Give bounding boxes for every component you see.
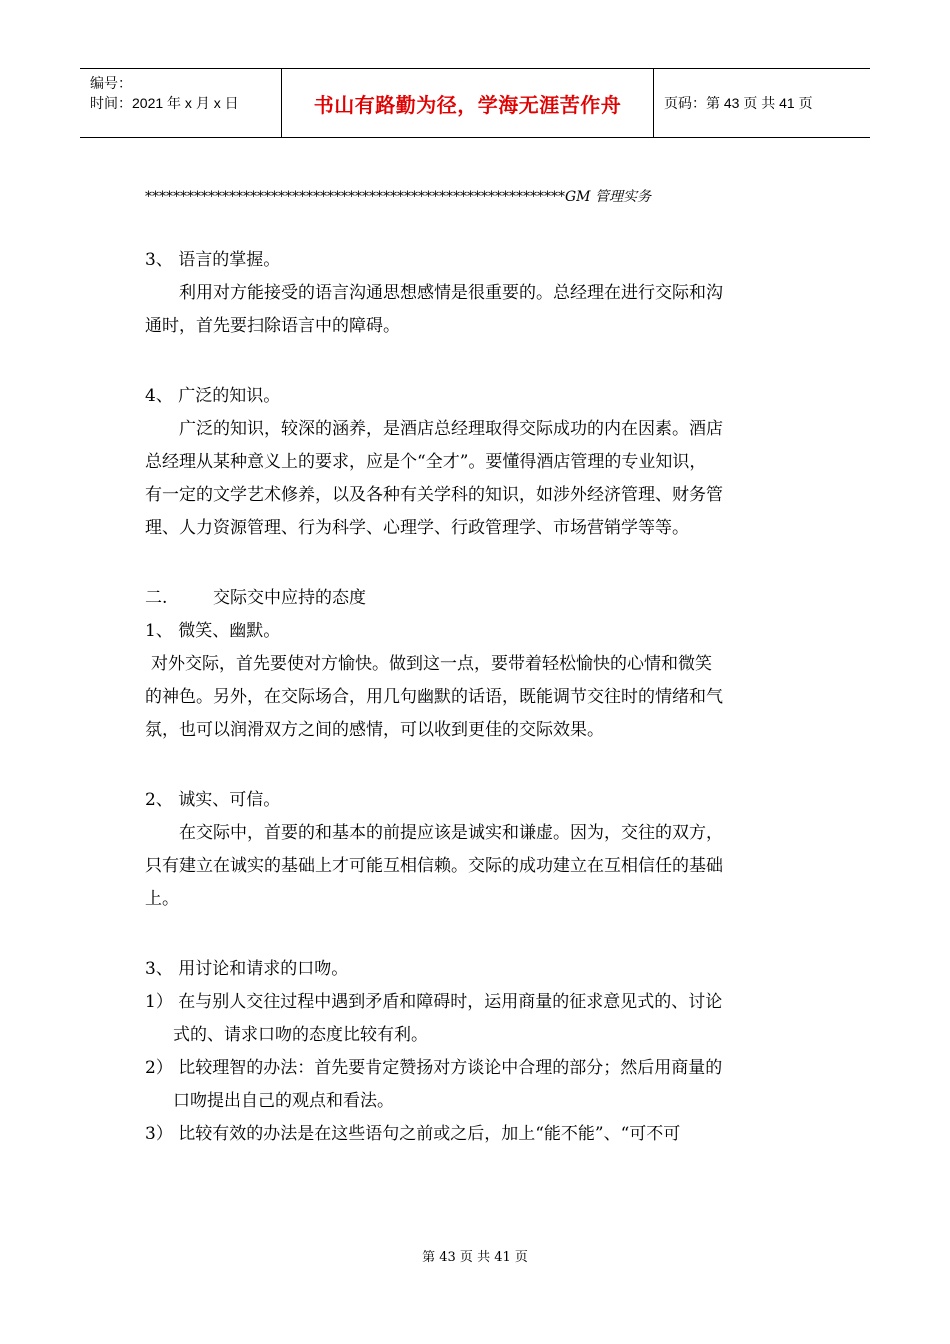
section-heading-two: [145, 582, 805, 615]
heading-honesty: 2、 诚实、可信。: [145, 790, 281, 810]
list-item-continuation: 式的、请求口吻的态度比较有利。: [173, 1025, 428, 1045]
heading-smile: 1、 微笑、幽默。: [145, 621, 281, 641]
list-item: 1） 在与别人交往过程中遇到矛盾和障碍时，运用商量的征求意见式的、讨论: [145, 992, 723, 1012]
list-item-continuation: 口吻提出自己的观点和看法。: [173, 1091, 394, 1111]
paragraph-line: 的神色。另外，在交际场合，用几句幽默的话语，既能调节交往时的情绪和气: [145, 687, 723, 707]
paragraph-line: 理、人力资源管理、行为科学、心理学、行政管理学、市场营销学等等。: [145, 518, 689, 538]
header-motto-cell: [282, 69, 654, 137]
heading-discussion: 3、 用讨论和请求的口吻。: [145, 959, 349, 979]
paragraph-line: 只有建立在诚实的基础上才可能互相信赖。交际的成功建立在互相信任的基础: [145, 856, 723, 876]
stars: ************************************************************: [145, 189, 565, 205]
paragraph-line: 通时，首先要扫除语言中的障碍。: [145, 316, 400, 336]
heading-language: 3、 语言的掌握。: [145, 250, 281, 270]
section-tag: GM 管理实务: [565, 189, 651, 205]
document-body: [145, 244, 805, 1151]
time-label: 时间：2021 年 x 月 x 日: [90, 95, 239, 111]
paragraph-line: 利用对方能接受的语言沟通思想感情是很重要的。总经理在进行交际和沟: [179, 283, 723, 303]
heading-knowledge: 4、 广泛的知识。: [145, 386, 281, 406]
paragraph-line: 上。: [145, 889, 179, 909]
list-item: 3） 比较有效的办法是在这些语句之前或之后，加上“能不能”、“可不可: [145, 1124, 681, 1144]
page-info: 页码：第 43 页 共 41 页: [664, 95, 813, 111]
paragraph-line: 对外交际，首先要使对方愉快。做到这一点，要带着轻松愉快的心情和微笑: [151, 654, 712, 674]
paragraph-line: 有一定的文学艺术修养，以及各种有关学科的知识，如涉外经济管理、财务管: [145, 485, 723, 505]
paragraph-line: 广泛的知识，较深的涵养，是酒店总经理取得交际成功的内在因素。酒店: [179, 419, 723, 439]
paragraph-line: 总经理从某种意义上的要求，应是个“全才”。要懂得酒店管理的专业知识，: [145, 452, 707, 472]
header-left-cell: [80, 69, 282, 137]
list-item: 2） 比较理智的办法：首先要肯定赞扬对方谈论中合理的部分；然后用商量的: [145, 1058, 723, 1078]
header-page-cell: [654, 69, 870, 137]
paragraph-line: 在交际中，首要的和基本的前提应该是诚实和谦虚。因为，交往的双方，: [179, 823, 723, 843]
number-label: 编号：: [90, 75, 132, 91]
stars-divider: [145, 186, 805, 206]
page-footer: 第 43 页 共 41 页: [422, 1250, 528, 1265]
section-number: 二.: [145, 588, 168, 608]
motto: 书山有路勤为径，学海无涯苦作舟: [313, 92, 622, 117]
header-table: [80, 68, 870, 138]
section-title: 交际交中应持的态度: [213, 588, 366, 608]
paragraph-line: 氛，也可以润滑双方之间的感情，可以收到更佳的交际效果。: [145, 720, 604, 740]
